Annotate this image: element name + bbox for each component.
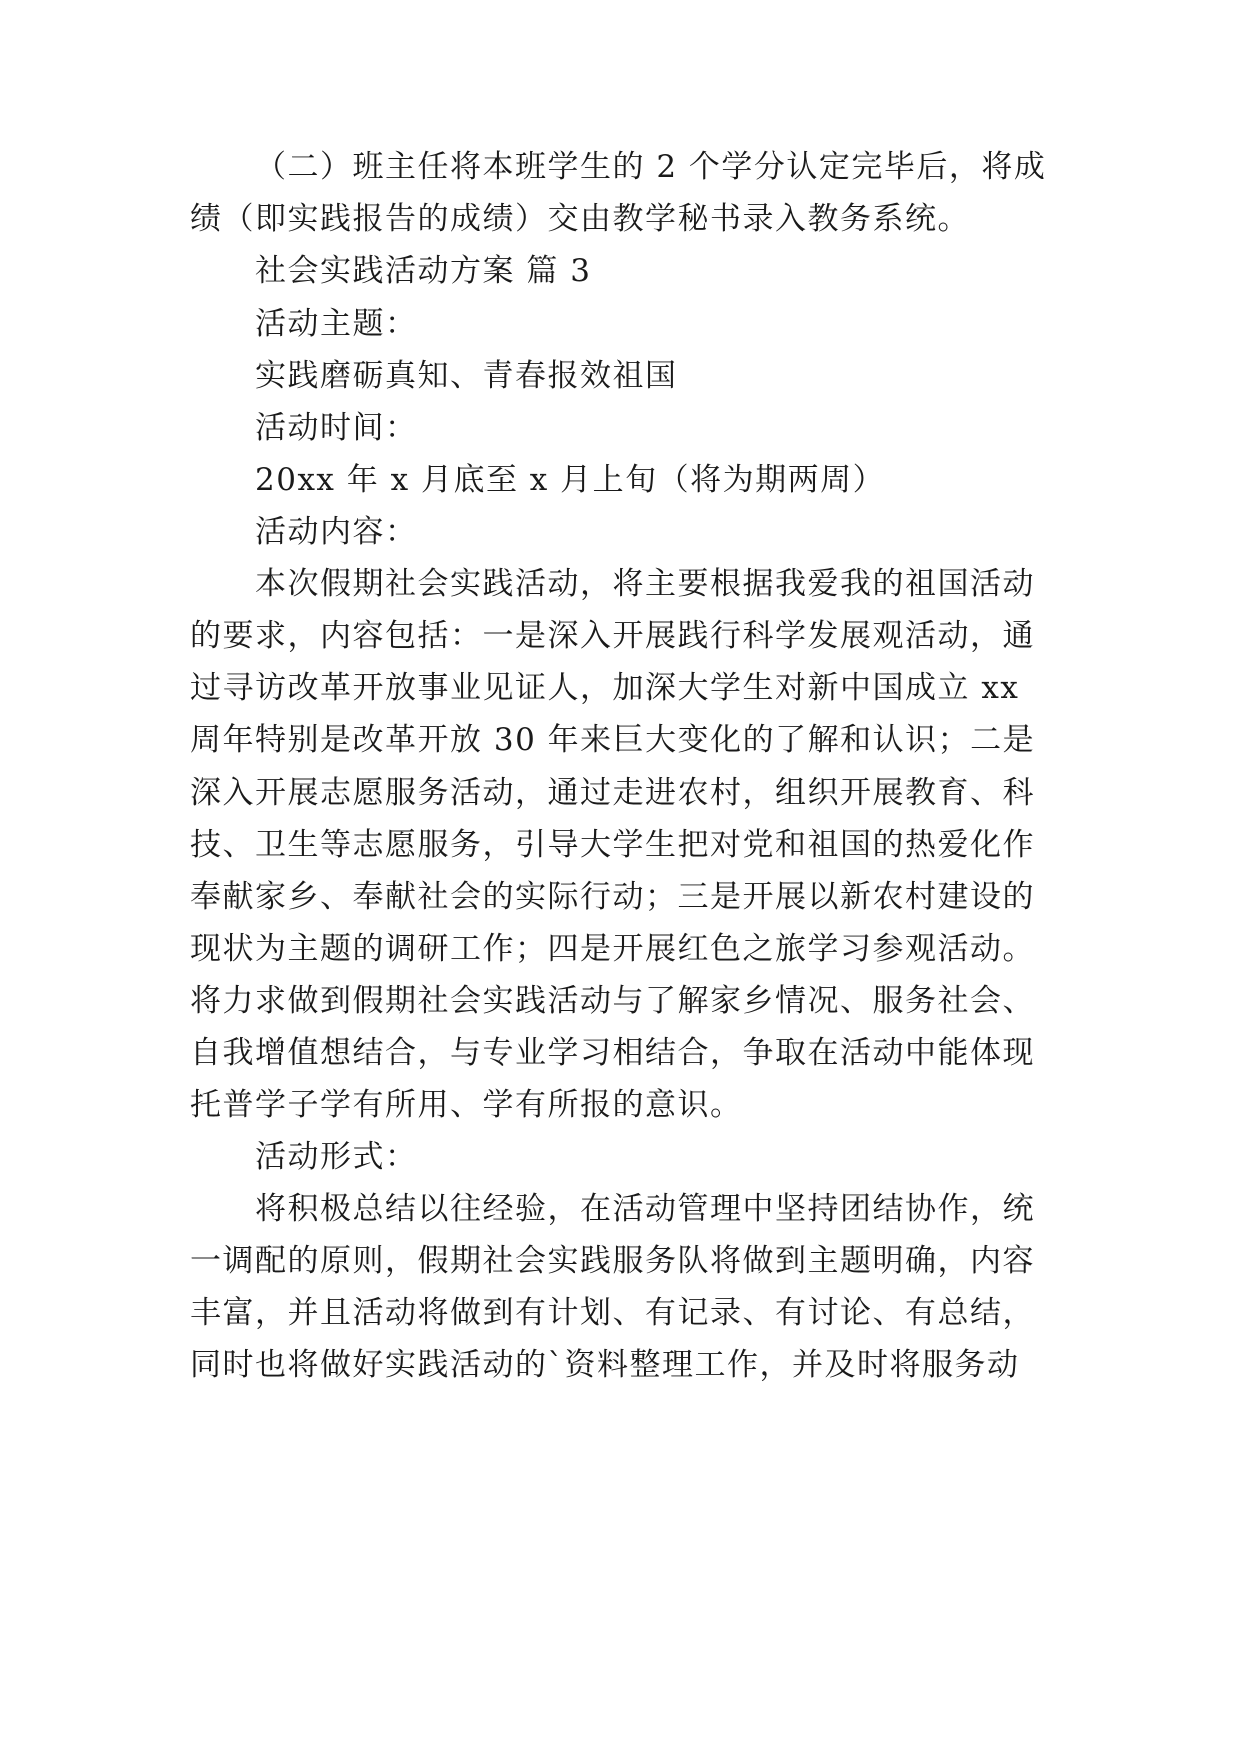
field-value: 20xx 年 x 月底至 x 月上旬（将为期两周） bbox=[255, 462, 886, 498]
paragraph-line: 的要求，内容包括：一是深入开展践行科学发展观活动，通 bbox=[190, 618, 1035, 654]
field-label: 活动主题： bbox=[255, 306, 418, 342]
field-label: 活动形式： bbox=[255, 1139, 418, 1175]
paragraph-line: 深入开展志愿服务活动，通过走进农村，组织开展教育、科 bbox=[190, 775, 1035, 811]
paragraph-line: 托普学子学有所用、学有所报的意识。 bbox=[190, 1087, 743, 1123]
paragraph-line: 周年特别是改革开放 30 年来巨大变化的了解和认识；二是 bbox=[190, 722, 1036, 758]
paragraph-line: 同时也将做好实践活动的`资料整理工作，并及时将服务动 bbox=[190, 1347, 1020, 1383]
paragraph-line: 绩（即实践报告的成绩）交由教学秘书录入教务系统。 bbox=[190, 201, 970, 237]
field-label: 活动时间： bbox=[255, 410, 418, 446]
field-value: 实践磨砺真知、青春报效祖国 bbox=[255, 358, 678, 394]
paragraph-line: 丰富，并且活动将做到有计划、有记录、有讨论、有总结， bbox=[190, 1295, 1035, 1331]
paragraph-line: 一调配的原则，假期社会实践服务队将做到主题明确，内容 bbox=[190, 1243, 1035, 1279]
field-label: 活动内容： bbox=[255, 514, 418, 550]
paragraph-line: 将力求做到假期社会实践活动与了解家乡情况、服务社会、 bbox=[190, 983, 1035, 1019]
paragraph-line: 本次假期社会实践活动，将主要根据我爱我的祖国活动 bbox=[255, 566, 1035, 602]
paragraph-line: 技、卫生等志愿服务，引导大学生把对党和祖国的热爱化作 bbox=[190, 827, 1035, 863]
paragraph-line: 奉献家乡、奉献社会的实际行动；三是开展以新农村建设的 bbox=[190, 879, 1035, 915]
paragraph-line: （二）班主任将本班学生的 2 个学分认定完毕后，将成 bbox=[255, 149, 1047, 185]
section-heading: 社会实践活动方案 篇 3 bbox=[255, 253, 592, 289]
paragraph-line: 现状为主题的调研工作；四是开展红色之旅学习参观活动。 bbox=[190, 931, 1035, 967]
paragraph-line: 将积极总结以往经验，在活动管理中坚持团结协作，统 bbox=[255, 1191, 1035, 1227]
paragraph-line: 过寻访改革开放事业见证人，加深大学生对新中国成立 xx bbox=[190, 670, 1020, 706]
paragraph-line: 自我增值想结合，与专业学习相结合，争取在活动中能体现 bbox=[190, 1035, 1035, 1071]
